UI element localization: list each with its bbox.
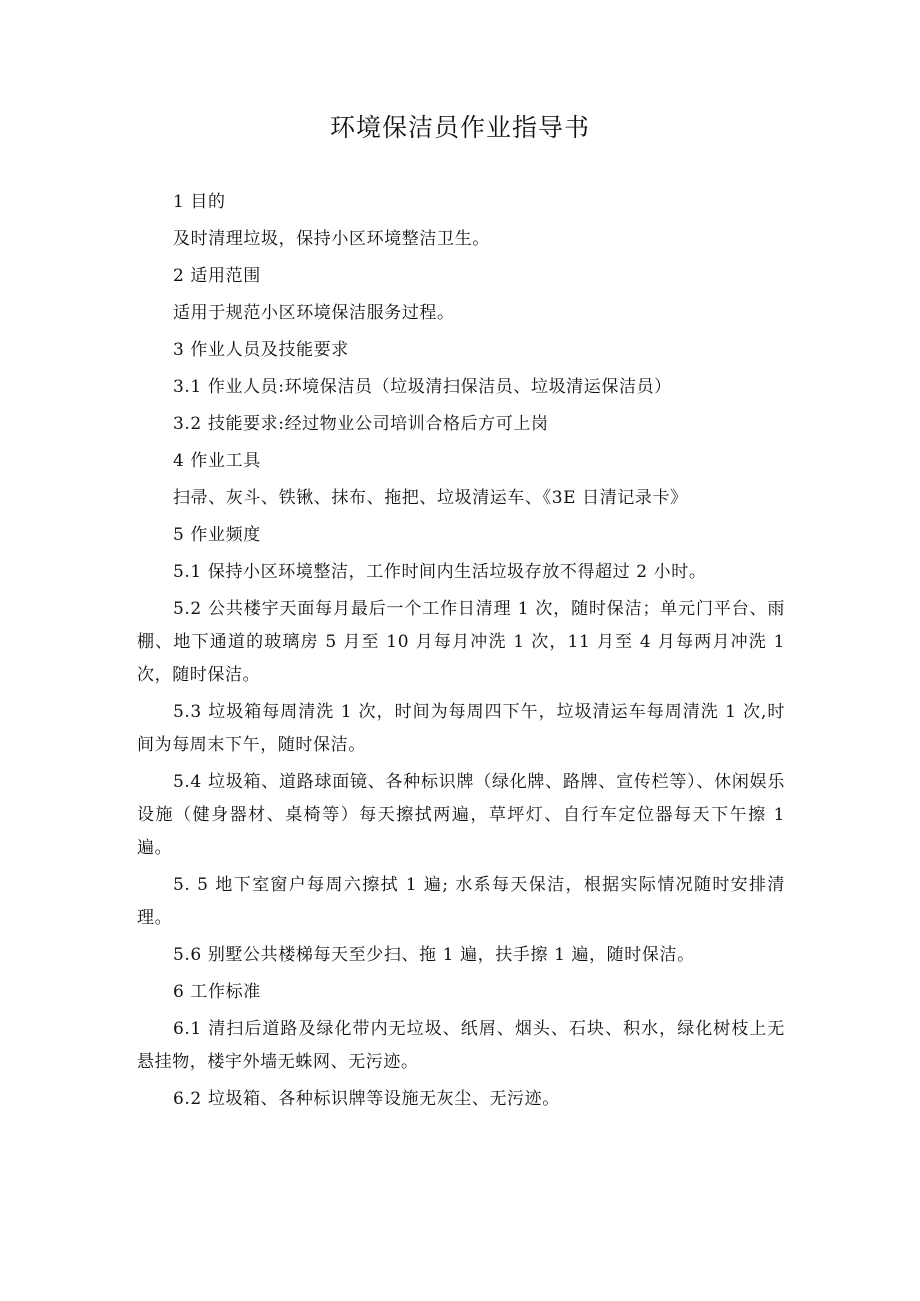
document-body (137, 186, 785, 1120)
paragraph-scope: 适用于规范小区环境保洁服务过程。 (173, 303, 455, 323)
paragraph-standards-6-1: 6.1 清扫后道路及绿化带内无垃圾、纸屑、烟头、石块、积水，绿化树枝上无悬挂物，楼宇外墙无蛛网、无污迹。 (137, 1019, 785, 1072)
paragraph-standards-6-2: 6.2 垃圾箱、各种标识牌等设施无灰尘、无污迹。 (173, 1089, 560, 1109)
paragraph-frequency-5-2: 5.2 公共楼宇天面每月最后一个工作日清理 1 次，随时保洁；单元门平台、雨棚、地下通道的玻璃房 5 月至 10 月每月冲洗 1 次，11 月至 4 月每两月冲洗 1 次，随时保洁。 (137, 599, 785, 685)
paragraph-personnel-3-1: 3.1 作业人员:环境保洁员（垃圾清扫保洁员、垃圾清运保洁员） (173, 377, 672, 397)
paragraph-frequency-5-6: 5.6 别墅公共楼梯每天至少扫、拖 1 遍，扶手擦 1 遍，随时保洁。 (173, 945, 695, 965)
paragraph-frequency-5-5: 5. 5 地下室窗户每周六擦拭 1 遍; 水系每天保洁，根据实际情况随时安排清理。 (137, 875, 785, 928)
section-heading-tools: 4 作业工具 (173, 451, 261, 471)
paragraph-tools: 扫帚、灰斗、铁锹、抹布、拖把、垃圾清运车、《3E 日清记录卡》 (173, 488, 688, 508)
section-heading-personnel: 3 作业人员及技能要求 (173, 340, 349, 360)
section-heading-frequency: 5 作业频度 (173, 525, 261, 545)
section-heading-scope: 2 适用范围 (173, 266, 261, 286)
paragraph-skills-3-2: 3.2 技能要求:经过物业公司培训合格后方可上岗 (173, 414, 549, 434)
document-title: 环境保洁员作业指导书 (329, 113, 590, 142)
paragraph-frequency-5-4: 5.4 垃圾箱、道路球面镜、各种标识牌（绿化牌、路牌、宣传栏等）、休闲娱乐设施（健身器材、桌椅等）每天擦拭两遍，草坪灯、自行车定位器每天下午擦 1 遍。 (137, 772, 785, 858)
paragraph-frequency-5-3: 5.3 垃圾箱每周清洗 1 次，时间为每周四下午，垃圾清运车每周清洗 1 次,时间为每周末下午，随时保洁。 (137, 702, 785, 755)
section-heading-purpose: 1 目的 (173, 192, 226, 212)
section-heading-standards: 6 工作标准 (173, 982, 261, 1002)
paragraph-purpose: 及时清理垃圾，保持小区环境整洁卫生。 (173, 229, 490, 249)
paragraph-frequency-5-1: 5.1 保持小区环境整洁，工作时间内生活垃圾存放不得超过 2 小时。 (173, 562, 707, 582)
